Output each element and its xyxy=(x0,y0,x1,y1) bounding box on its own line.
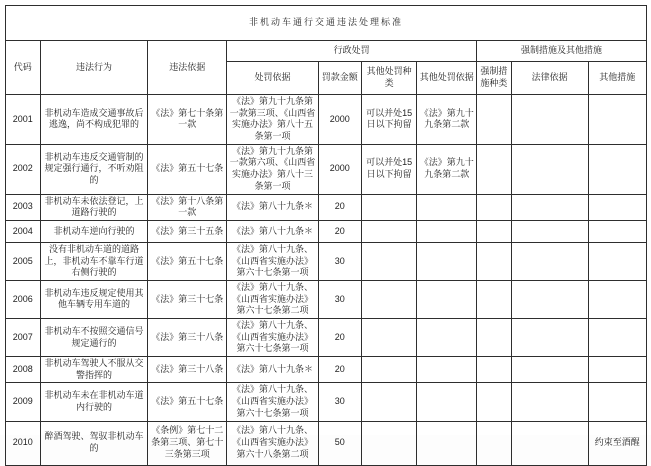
cell-penalty-basis: 《法》第八十九条＊ xyxy=(227,357,319,383)
cell-basis: 《法》第三十七条 xyxy=(148,280,227,318)
table-row xyxy=(6,319,647,357)
cell-other-measures xyxy=(588,383,646,421)
cell-other-penalty-basis xyxy=(417,242,477,280)
cell-measure-type xyxy=(477,242,512,280)
table-row xyxy=(6,144,647,194)
cell-other-penalty xyxy=(361,357,417,383)
cell-other-measures xyxy=(588,280,646,318)
cell-basis: 《条例》第七十二条第三项、第七十三条第三项 xyxy=(148,421,227,465)
col-header-other-measures: 其他措施 xyxy=(588,62,646,95)
cell-basis: 《法》第五十七条 xyxy=(148,144,227,194)
table-row xyxy=(6,194,647,220)
cell-legal-basis xyxy=(511,220,588,242)
cell-code: 2003 xyxy=(6,194,41,220)
cell-fine: 50 xyxy=(318,421,361,465)
cell-behavior: 醉酒驾驶、驾驭非机动车的 xyxy=(40,421,148,465)
cell-measure-type xyxy=(477,319,512,357)
cell-behavior: 非机动车未依法登记，上道路行驶的 xyxy=(40,194,148,220)
table-row xyxy=(6,383,647,421)
cell-legal-basis xyxy=(511,421,588,465)
col-header-other-penalty-basis: 其他处罚依据 xyxy=(417,62,477,95)
cell-other-penalty xyxy=(361,194,417,220)
cell-other-penalty-basis xyxy=(417,357,477,383)
cell-other-penalty-basis: 《法》第九十九条第二款 xyxy=(417,144,477,194)
cell-other-measures xyxy=(588,319,646,357)
table-row xyxy=(6,220,647,242)
cell-measure-type xyxy=(477,421,512,465)
col-header-basis: 违法依据 xyxy=(148,41,227,95)
cell-fine: 30 xyxy=(318,280,361,318)
cell-other-penalty-basis: 《法》第九十九条第二款 xyxy=(417,95,477,145)
cell-fine: 20 xyxy=(318,319,361,357)
cell-other-measures xyxy=(588,194,646,220)
cell-measure-type xyxy=(477,357,512,383)
cell-code: 2001 xyxy=(6,95,41,145)
cell-behavior: 非机动车驾驶人不服从交警指挥的 xyxy=(40,357,148,383)
cell-other-penalty xyxy=(361,280,417,318)
cell-basis: 《法》第三十五条 xyxy=(148,220,227,242)
cell-basis: 《法》第五十七条 xyxy=(148,242,227,280)
col-header-code: 代码 xyxy=(6,41,41,95)
cell-penalty-basis: 《法》第八十九条、《山西省实施办法》第六十七条第一项 xyxy=(227,242,319,280)
cell-other-penalty xyxy=(361,319,417,357)
cell-fine: 20 xyxy=(318,357,361,383)
cell-fine: 2000 xyxy=(318,95,361,145)
cell-legal-basis xyxy=(511,383,588,421)
cell-code: 2010 xyxy=(6,421,41,465)
table-row xyxy=(6,357,647,383)
cell-legal-basis xyxy=(511,194,588,220)
cell-legal-basis xyxy=(511,95,588,145)
cell-legal-basis xyxy=(511,319,588,357)
violation-standards-table xyxy=(5,5,647,466)
col-header-fine-amount: 罚款金额 xyxy=(318,62,361,95)
cell-basis: 《法》第五十七条 xyxy=(148,383,227,421)
cell-legal-basis xyxy=(511,242,588,280)
col-group-admin-penalty: 行政处罚 xyxy=(227,41,477,62)
cell-measure-type xyxy=(477,280,512,318)
col-header-legal-basis: 法律依据 xyxy=(511,62,588,95)
cell-penalty-basis: 《法》第八十九条＊ xyxy=(227,220,319,242)
cell-other-measures xyxy=(588,357,646,383)
cell-penalty-basis: 《法》第八十九条、《山西省实施办法》第六十七条第一项 xyxy=(227,383,319,421)
cell-code: 2002 xyxy=(6,144,41,194)
cell-legal-basis xyxy=(511,357,588,383)
cell-measure-type xyxy=(477,144,512,194)
table-body xyxy=(6,95,647,466)
cell-fine: 20 xyxy=(318,220,361,242)
table-row xyxy=(6,280,647,318)
cell-other-penalty: 可以并处15日以下拘留 xyxy=(361,95,417,145)
cell-behavior: 非机动车未在非机动车道内行驶的 xyxy=(40,383,148,421)
col-header-behavior: 违法行为 xyxy=(40,41,148,95)
cell-other-penalty xyxy=(361,242,417,280)
cell-measure-type xyxy=(477,95,512,145)
cell-other-penalty: 可以并处15日以下拘留 xyxy=(361,144,417,194)
page-title: 非机动车通行交通违法处理标准 xyxy=(6,6,647,41)
cell-code: 2004 xyxy=(6,220,41,242)
cell-fine: 20 xyxy=(318,194,361,220)
cell-penalty-basis: 《法》第八十九条＊ xyxy=(227,194,319,220)
cell-fine: 2000 xyxy=(318,144,361,194)
cell-legal-basis xyxy=(511,280,588,318)
cell-fine: 30 xyxy=(318,383,361,421)
cell-basis: 《法》第三十八条 xyxy=(148,357,227,383)
cell-basis: 《法》第十八条第一款 xyxy=(148,194,227,220)
cell-fine: 30 xyxy=(318,242,361,280)
cell-other-penalty xyxy=(361,383,417,421)
cell-basis: 《法》第七十条第一款 xyxy=(148,95,227,145)
cell-behavior: 非机动车造成交通事故后逃逸，尚不构成犯罪的 xyxy=(40,95,148,145)
cell-code: 2007 xyxy=(6,319,41,357)
table-row xyxy=(6,421,647,465)
cell-other-measures: 约束至酒醒 xyxy=(588,421,646,465)
cell-behavior: 非机动车违反规定使用其他车辆专用车道的 xyxy=(40,280,148,318)
cell-behavior: 非机动车违反交通管制的规定强行通行，不听劝阻的 xyxy=(40,144,148,194)
col-header-measure-type: 强制措施种类 xyxy=(477,62,512,95)
table-row xyxy=(6,95,647,145)
cell-penalty-basis: 《法》第八十九条、《山西省实施办法》第六十八条第二项 xyxy=(227,421,319,465)
cell-other-measures xyxy=(588,144,646,194)
cell-behavior: 非机动车不按照交通信号规定通行的 xyxy=(40,319,148,357)
cell-other-penalty-basis xyxy=(417,220,477,242)
cell-other-measures xyxy=(588,95,646,145)
title-row xyxy=(6,6,647,41)
header-row-groups xyxy=(6,41,647,62)
col-group-measures: 强制措施及其他措施 xyxy=(477,41,647,62)
cell-other-measures xyxy=(588,242,646,280)
cell-penalty-basis: 《法》第八十九条、《山西省实施办法》第六十七条第一项 xyxy=(227,319,319,357)
cell-measure-type xyxy=(477,194,512,220)
cell-other-penalty-basis xyxy=(417,421,477,465)
cell-code: 2006 xyxy=(6,280,41,318)
cell-other-penalty-basis xyxy=(417,319,477,357)
cell-other-penalty xyxy=(361,421,417,465)
cell-penalty-basis: 《法》第九十九条第一款第六项、《山西省实施办法》第八十三条第一项 xyxy=(227,144,319,194)
cell-behavior: 没有非机动车道的道路上，非机动车不靠车行道右侧行驶的 xyxy=(40,242,148,280)
cell-code: 2008 xyxy=(6,357,41,383)
cell-legal-basis xyxy=(511,144,588,194)
table-row xyxy=(6,242,647,280)
cell-measure-type xyxy=(477,220,512,242)
cell-behavior: 非机动车逆向行驶的 xyxy=(40,220,148,242)
cell-code: 2005 xyxy=(6,242,41,280)
col-header-penalty-basis: 处罚依据 xyxy=(227,62,319,95)
cell-other-penalty-basis xyxy=(417,194,477,220)
cell-penalty-basis: 《法》第九十九条第一款第三项、《山西省实施办法》第八十五条第一项 xyxy=(227,95,319,145)
table-header xyxy=(6,6,647,95)
cell-other-measures xyxy=(588,220,646,242)
col-header-other-penalty-type: 其他处罚种类 xyxy=(361,62,417,95)
cell-other-penalty-basis xyxy=(417,383,477,421)
cell-basis: 《法》第三十八条 xyxy=(148,319,227,357)
cell-other-penalty-basis xyxy=(417,280,477,318)
cell-other-penalty xyxy=(361,220,417,242)
cell-measure-type xyxy=(477,383,512,421)
cell-penalty-basis: 《法》第八十九条、《山西省实施办法》第六十七条第二项 xyxy=(227,280,319,318)
cell-code: 2009 xyxy=(6,383,41,421)
